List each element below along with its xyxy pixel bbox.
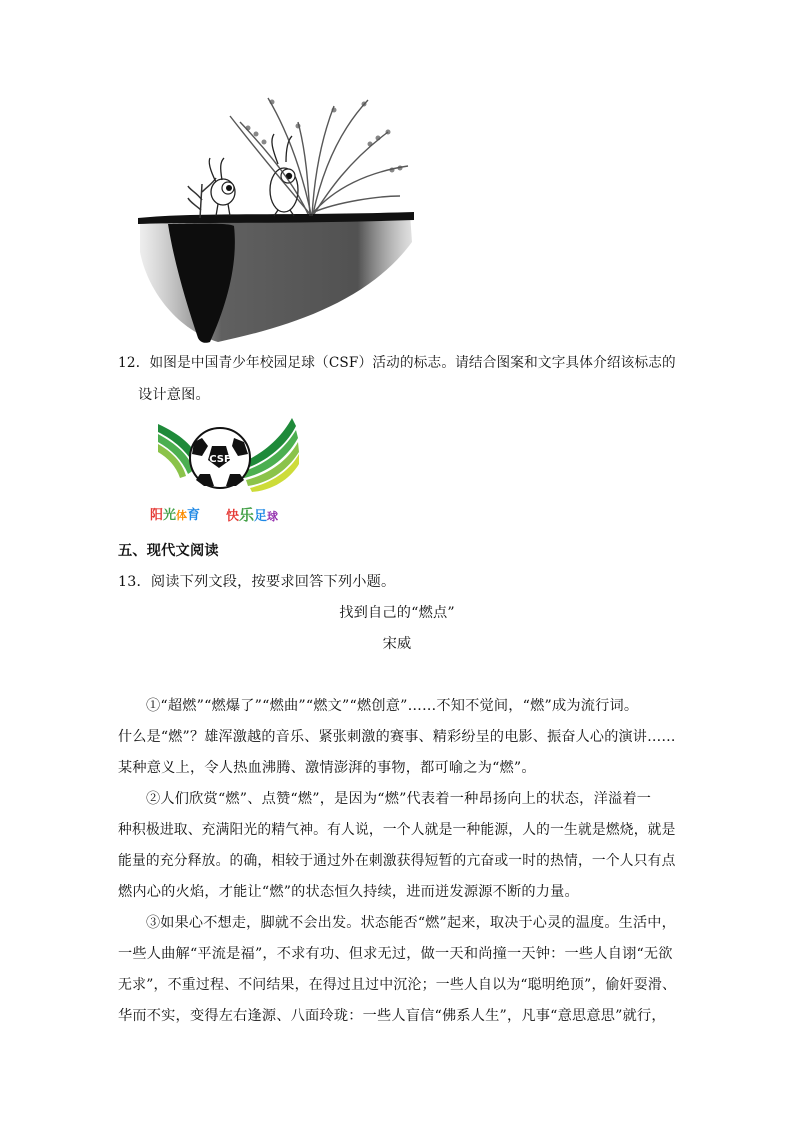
question-13-prompt: 13．阅读下列文段，按要求回答下列小题。 (118, 574, 396, 590)
small-rabbit (209, 158, 235, 216)
section-heading: 五、现代文阅读 (118, 543, 219, 559)
paragraph-line: ③如果心不想走，脚就不会出发。状态能否“燃”起来，取决于心灵的温度。生活中， (146, 915, 676, 931)
paragraph-line: ①“超燃”“燃爆了”“燃曲”“燃文”“燃创意”……不知不觉间，“燃”成为流行词。 (146, 698, 639, 714)
slogan-char: 球 (267, 510, 279, 523)
csf-logo (150, 412, 300, 524)
csf-logo-graphic (150, 412, 300, 502)
slogan-char: 阳 (150, 508, 164, 523)
slogan-char: 快 (226, 509, 240, 524)
slogan-char: 体 (176, 509, 188, 522)
paragraph-line: ②人们欣赏“燃”、点赞“燃”，是因为“燃”代表着一种昂扬向上的状态，洋溢着一 (146, 791, 652, 807)
slogan-char: 光 (163, 508, 177, 523)
slogan-char: 乐 (239, 506, 255, 524)
slogan-char: 足 (254, 509, 268, 524)
rabbit-carrot-illustration (138, 92, 418, 344)
slogan-char: 育 (187, 508, 201, 523)
paragraph-line: 一些人曲解“平流是福”，不求有功、但求无过，做一天和尚撞一天钟：一些人自诩“无欲 (118, 946, 673, 962)
paragraph-line: 华而不实，变得左右逢源、八面玲珑：一些人盲信“佛系人生”，凡事“意思意思”就行， (118, 1008, 666, 1024)
article-author: 宋威 (382, 636, 412, 652)
paragraph-line: 某种意义上，令人热血沸腾、激情澎湃的事物，都可喻之为“燃”。 (118, 760, 536, 776)
slogan-right (226, 504, 278, 525)
paragraph-line: 什么是“燃”？雄浑激越的音乐、紧张刺激的赛事、精彩纷呈的电影、振奋人心的演讲…… (118, 729, 676, 745)
paragraph-line: 无求”，不重过程、不问结果，在得过且过中沉沦；一些人自以为“聪明绝顶”，偷奸耍滑、 (118, 977, 677, 993)
illustration-svg (138, 92, 418, 344)
question-12-line-1: 12．如图是中国青少年校园足球（CSF）活动的标志。请结合图案和文字具体介绍该标志的 (118, 355, 676, 371)
article-title: 找到自己的“燃点” (339, 605, 455, 621)
paragraph-line: 燃内心的火焰，才能让“燃”的状态恒久持续，进而迸发源源不断的力量。 (118, 884, 579, 900)
tall-plant (230, 98, 408, 216)
question-12-line-2: 设计意图。 (138, 387, 210, 403)
ball-text: CSF (209, 454, 231, 465)
paragraph-line: 能量的充分释放。的确，相较于通过外在刺激获得短暂的亢奋或一时的热情，一个人只有点 (118, 853, 676, 869)
paragraph-line: 种积极进取、充满阳光的精气神。有人说，一个人就是一种能源，人的一生就是燃烧，就是 (118, 822, 676, 838)
slogan-left (150, 504, 200, 523)
